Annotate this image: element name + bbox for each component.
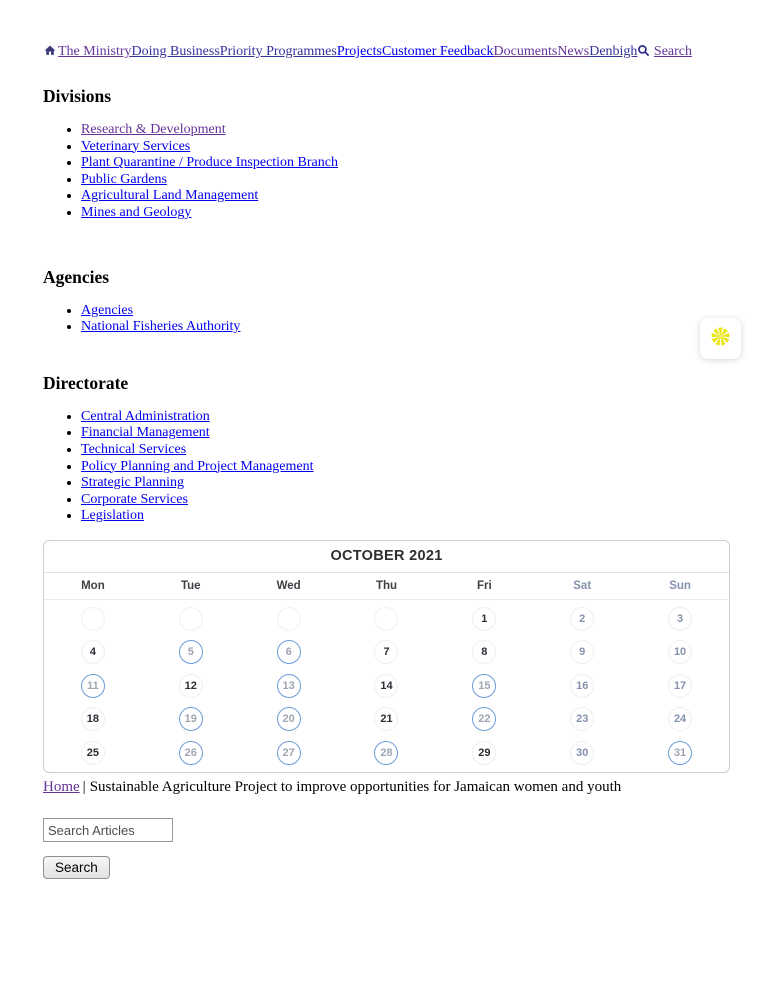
calendar-cell — [240, 635, 338, 669]
home-link[interactable]: Home — [43, 779, 80, 796]
list-item — [81, 508, 731, 525]
calendar-cell — [338, 635, 436, 669]
link-sections — [43, 86, 731, 525]
calendar-day-29: 29 — [472, 741, 496, 765]
calendar-day-24: 24 — [668, 707, 692, 731]
link-legislation[interactable]: Legislation — [81, 508, 144, 524]
link-financial-management[interactable]: Financial Management — [81, 425, 210, 441]
list-item — [81, 409, 731, 426]
section-list-divisions — [43, 122, 731, 222]
list-item — [81, 155, 731, 172]
calendar-day-empty — [81, 607, 105, 631]
list-item — [81, 492, 731, 509]
calendar-day-21: 21 — [374, 707, 398, 731]
calendar-day-9: 9 — [570, 640, 594, 664]
list-item — [81, 459, 731, 476]
calendar-day-event-27[interactable]: 27 — [277, 741, 301, 765]
list-item — [81, 139, 731, 156]
calendar-day-10: 10 — [668, 640, 692, 664]
nav-link-doing-business[interactable]: Doing Business — [131, 44, 220, 59]
calendar-day-empty — [374, 607, 398, 631]
calendar-day-event-19[interactable]: 19 — [179, 707, 203, 731]
section-list-agencies — [43, 303, 731, 336]
calendar-day-14: 14 — [374, 674, 398, 698]
calendar-cell — [338, 602, 436, 636]
nav-link-documents[interactable]: Documents — [493, 44, 558, 59]
calendar-day-17: 17 — [668, 674, 692, 698]
calendar-day-3: 3 — [668, 607, 692, 631]
day-header-wed: Wed — [276, 579, 301, 592]
calendar-day-event-22[interactable]: 22 — [472, 707, 496, 731]
calendar-cell — [533, 635, 631, 669]
link-research-development[interactable]: Research & Development — [81, 122, 226, 137]
nav-link-denbigh[interactable]: Denbigh — [589, 44, 638, 59]
list-item — [81, 319, 731, 336]
link-mines-and-geology[interactable]: Mines and Geology — [81, 204, 192, 220]
link-corporate-services[interactable]: Corporate Services — [81, 491, 188, 507]
day-header-tue: Tue — [180, 579, 201, 592]
list-item — [81, 425, 731, 442]
calendar-cell — [44, 602, 142, 636]
calendar-cell — [142, 736, 240, 770]
list-item — [81, 303, 731, 320]
top-nav — [43, 44, 731, 62]
link-agencies[interactable]: Agencies — [81, 302, 134, 318]
nav-link-customer-feedback[interactable]: Customer Feedback — [381, 44, 494, 59]
calendar-day-4: 4 — [81, 640, 105, 664]
calendar-day-event-20[interactable]: 20 — [277, 707, 301, 731]
breadcrumb — [43, 778, 731, 796]
calendar-cell — [338, 736, 436, 770]
calendar-cell — [338, 669, 436, 703]
link-veterinary-services[interactable]: Veterinary Services — [81, 138, 191, 154]
link-policy-planning-and-project-management[interactable]: Policy Planning and Project Management — [81, 458, 314, 474]
calendar-cell — [533, 669, 631, 703]
section-heading-agencies: Agencies — [43, 266, 110, 287]
calendar-day-12: 12 — [179, 674, 203, 698]
link-strategic-planning[interactable]: Strategic Planning — [81, 475, 185, 491]
calendar-day-event-26[interactable]: 26 — [179, 741, 203, 765]
calendar-cell — [44, 635, 142, 669]
list-item — [81, 442, 731, 459]
calendar-day-event-11[interactable]: 11 — [81, 674, 105, 698]
calendar-day-2: 2 — [570, 607, 594, 631]
accessibility-widget-button[interactable] — [700, 318, 741, 359]
calendar-cell — [631, 736, 729, 770]
calendar-cell — [240, 736, 338, 770]
list-item — [81, 188, 731, 205]
nav-link-projects[interactable]: Projects — [336, 44, 382, 59]
calendar-cell — [435, 635, 533, 669]
calendar-day-8: 8 — [472, 640, 496, 664]
calendar-cell — [240, 702, 338, 736]
calendar-day-18: 18 — [81, 707, 105, 731]
calendar-cell — [533, 602, 631, 636]
calendar-cell — [44, 702, 142, 736]
calendar-day-event-31[interactable]: 31 — [668, 741, 692, 765]
calendar-cell — [44, 736, 142, 770]
section-list-directorate — [43, 409, 731, 525]
list-item — [81, 172, 731, 189]
search-button[interactable]: Search — [43, 856, 110, 879]
calendar-cell — [533, 736, 631, 770]
nav-search-link[interactable] — [637, 44, 692, 59]
search-articles-input[interactable] — [43, 818, 173, 842]
calendar-day-empty — [277, 607, 301, 631]
calendar-cell — [533, 702, 631, 736]
section-heading-divisions: Divisions — [43, 86, 112, 106]
link-agricultural-land-management[interactable]: Agricultural Land Management — [81, 188, 259, 204]
list-item — [81, 122, 731, 139]
calendar-day-event-13[interactable]: 13 — [277, 674, 301, 698]
link-national-fisheries-authority[interactable]: National Fisheries Authority — [81, 319, 241, 335]
calendar-day-7: 7 — [374, 640, 398, 664]
calendar-day-16: 16 — [570, 674, 594, 698]
home-icon[interactable] — [43, 44, 57, 62]
calendar-day-event-6[interactable]: 6 — [277, 640, 301, 664]
search-icon — [637, 44, 650, 62]
calendar-month-title: OCTOBER 2021 — [44, 541, 729, 573]
nav-link-the-ministry[interactable]: The Ministry — [58, 44, 132, 59]
calendar-cell — [631, 602, 729, 636]
link-public-gardens[interactable]: Public Gardens — [81, 171, 167, 187]
breadcrumb-separator: | — [82, 779, 86, 796]
calendar-cell — [435, 736, 533, 770]
calendar-day-1: 1 — [472, 607, 496, 631]
calendar-cell — [44, 669, 142, 703]
calendar-day-headers — [44, 573, 729, 600]
calendar-cell — [631, 635, 729, 669]
calendar-cell — [240, 669, 338, 703]
calendar-cell — [142, 669, 240, 703]
calendar-cell — [338, 702, 436, 736]
nav-search-label: Search — [653, 44, 693, 59]
day-header-sun: Sun — [669, 579, 691, 592]
day-header-mon: Mon — [81, 579, 105, 592]
calendar-cell — [631, 669, 729, 703]
day-header-fri: Fri — [477, 579, 492, 592]
calendar-day-event-5[interactable]: 5 — [179, 640, 203, 664]
calendar-day-event-15[interactable]: 15 — [472, 674, 496, 698]
calendar-day-30: 30 — [570, 741, 594, 765]
calendar-cell — [435, 602, 533, 636]
nav-link-priority-programmes[interactable]: Priority Programmes — [219, 44, 337, 59]
calendar-day-23: 23 — [570, 707, 594, 731]
section-heading-directorate: Directorate — [43, 372, 129, 393]
calendar-cell — [435, 669, 533, 703]
calendar-day-event-28[interactable]: 28 — [374, 741, 398, 765]
link-central-administration[interactable]: Central Administration — [81, 408, 210, 424]
day-header-thu: Thu — [375, 579, 398, 592]
link-plant-quarantine-produce-inspection-branch[interactable]: Plant Quarantine / Produce Inspection Branch — [81, 155, 338, 171]
list-item — [81, 205, 731, 222]
calendar-cell — [435, 702, 533, 736]
accessibility-asterisk-icon — [707, 323, 734, 355]
events-calendar — [43, 540, 730, 774]
day-header-sat: Sat — [573, 579, 592, 592]
list-item — [81, 475, 731, 492]
calendar-grid — [44, 600, 729, 773]
calendar-day-empty — [179, 607, 203, 631]
site-tagline: Sustainable Agriculture Project to improve opportunities for Jamaican women and youth — [89, 779, 622, 796]
calendar-cell — [142, 702, 240, 736]
nav-link-news[interactable]: News — [557, 44, 590, 59]
calendar-cell — [631, 702, 729, 736]
calendar-day-25: 25 — [81, 741, 105, 765]
link-technical-services[interactable]: Technical Services — [81, 441, 187, 457]
calendar-cell — [240, 602, 338, 636]
calendar-cell — [142, 635, 240, 669]
calendar-cell — [142, 602, 240, 636]
